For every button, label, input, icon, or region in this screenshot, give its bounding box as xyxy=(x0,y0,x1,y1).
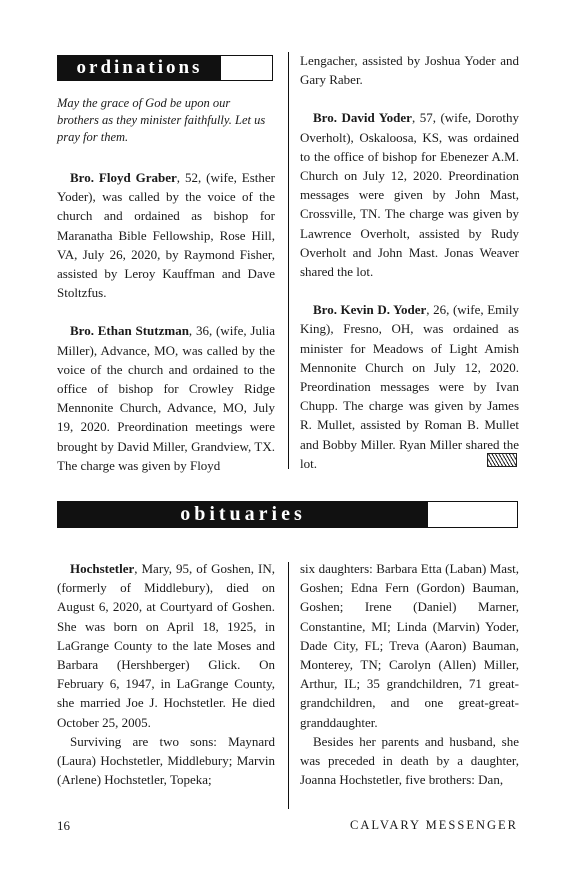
page-number: 16 xyxy=(57,818,70,833)
ordinations-heading-box xyxy=(57,55,273,81)
obituaries-heading: obituaries xyxy=(180,503,306,525)
obituaries-left-column xyxy=(57,559,275,789)
publication-name: CALVARY MESSENGER xyxy=(350,818,518,832)
column-divider xyxy=(288,52,289,469)
ordination-name: Bro. David Yoder xyxy=(313,110,412,126)
ordination-text: , 26, (wife, Emily King), Fresno, OH, was ordained as minister for Meadows of Light Amish Mennonite Church on July 12, 2020. Preordination messages were by Ivan Chupp. The charge was given by James R. Mullet, assisted by Roman B. Mullet and Bobby Miller. Ryan Miller shared the lot. xyxy=(300,302,519,471)
ordination-entry xyxy=(57,168,275,302)
ordinations-intro: May the grace of God be upon our brothers as they minister faithfully. Let us pray for them. xyxy=(57,96,266,144)
ordinations-right-column xyxy=(300,51,519,473)
ordination-text: , 36, (wife, Julia Miller), Advance, MO, was called by the voice of the church and ordained to the office of bishop for Crowley Ridge Mennonite Church, Advance, MO, July 19, 2020. Preordination meetings were brought by David Miller, Grandview, TX. The charge was given by Floyd xyxy=(57,323,275,473)
ordination-entry xyxy=(300,300,519,473)
ordination-text: , 57, (wife, Dorothy Overholt), Oskaloosa, KS, was ordained to the office of bishop for Ebenezer A.M. Church on July 12, 2020. Preordination messages were given by John Mast, Crossville, TN. The charge was given by Lawrence Overholt, assisted by Rudy Overholt and John Mast. Jonas Weaver shared the lot. xyxy=(300,110,519,280)
obituaries-heading-box xyxy=(57,501,518,528)
obituary-text: , Mary, 95, of Goshen, IN, (formerly of Middlebury), died on August 6, 2020, at Courtyard of Goshen. She was born on April 18, 1925, in LaGrange County to the late Moses and Barbara (Hershberger) Glick. On February 6, 1947, in LaGrange County, she married Joe J. Hochstetler. He died October 25, 2005. xyxy=(57,561,275,730)
ordination-name: Bro. Kevin D. Yoder xyxy=(313,302,427,318)
obituary-paragraph: Besides her parents and husband, she was preceded in death by a daughter, Joanna Hochstetler, five brothers: Dan, xyxy=(300,733,519,788)
ordination-name: Bro. Ethan Stutzman xyxy=(70,323,189,339)
ordination-continued: Lengacher, assisted by Joshua Yoder and Gary Raber. xyxy=(300,53,519,88)
obituaries-right-column xyxy=(300,559,519,789)
ordination-entry xyxy=(300,108,519,281)
column-divider xyxy=(288,562,289,809)
ordination-entry xyxy=(57,321,275,475)
ordination-name: Bro. Floyd Graber xyxy=(70,170,177,185)
section-end-ornament xyxy=(487,453,517,467)
obituary-paragraph xyxy=(57,559,275,732)
ordination-text: , 52, (wife, Esther Yoder), was called by the voice of the church and ordained as bishop for Maranatha Bible Fellowship, Rose Hill, VA, July 26, 2020, by Raymond Fisher, assisted by Leroy Kauffman and Dave Stoltzfus. xyxy=(57,170,276,301)
obituary-paragraph: Surviving are two sons: Maynard (Laura) Hochstetler, Middlebury; Marvin (Arlene) Hochstetler, Topeka; xyxy=(57,733,275,788)
obituary-name: Hochstetler xyxy=(70,561,135,576)
ordinations-heading: ordinations xyxy=(76,57,203,78)
ordinations-left-column xyxy=(57,168,275,475)
obituary-continued: six daughters: Barbara Etta (Laban) Mast, Goshen; Edna Fern (Gordon) Bauman, Goshen; Irene (Daniel) Marner, Constantine, MI; Linda (Marvin) Yoder, Dade City, FL; Treva (Aaron) Bauman, Monterey, TN; Carolyn (Allen) Miller, Arthur, IL; 35 grandchildren, 71 great-grandchildren, and one great-great-granddaughter. xyxy=(300,561,519,730)
